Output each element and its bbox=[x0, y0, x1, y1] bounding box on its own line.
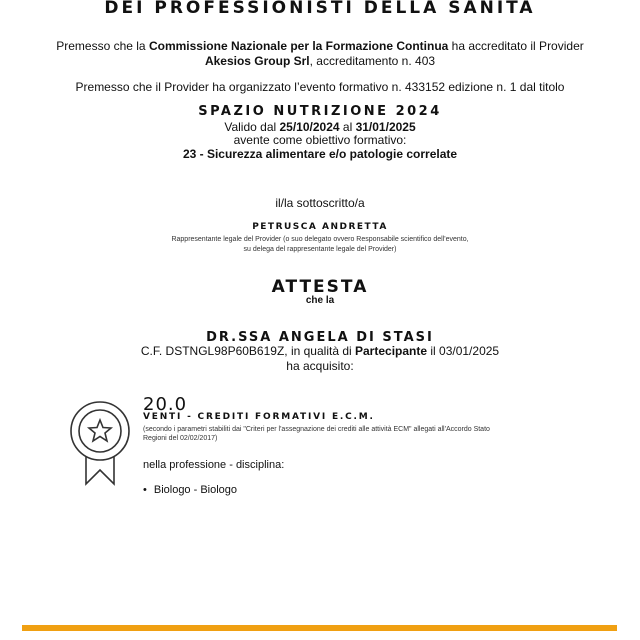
premise-event: Premesso che il Provider ha organizzato l’evento formativo n. 433152 edizione n. 1 dal titolo bbox=[75, 80, 565, 94]
che-la: che la bbox=[305, 295, 335, 306]
provider-name: Akesios Group Srl bbox=[204, 54, 310, 68]
profession-label: nella professione - disciplina: bbox=[143, 459, 285, 471]
recipient-name: DR.SSA ANGELA DI STASI bbox=[206, 330, 434, 345]
fiscal-code: C.F. DSTNGL98P60B619Z, in qualità di bbox=[140, 344, 355, 358]
acquired-label: ha acquisito: bbox=[286, 359, 354, 373]
signer-intro: il/la sottoscritto/a bbox=[275, 196, 365, 210]
commission-name: Commissione Nazionale per la Formazione Continua bbox=[148, 39, 449, 53]
credits-note-1: (secondo i parametri stabiliti dai "Criteri per l'assegnazione dei crediti alle attività ECM" allegati all'Accordo Stato bbox=[143, 426, 490, 433]
date: il 03/01/2025 bbox=[427, 344, 500, 358]
event-title: SPAZIO NUTRIZIONE 2024 bbox=[198, 104, 442, 119]
signer-role-1: Rappresentante legale del Provider (o suo delegato ovvero Responsabile scientifico dell'evento, bbox=[171, 236, 469, 243]
credits-value: 20.0 bbox=[143, 394, 188, 415]
accreditation: , accreditamento n. 403 bbox=[309, 54, 436, 68]
award-ribbon-icon bbox=[66, 400, 134, 488]
footer-accent-bar bbox=[22, 625, 617, 631]
provider-line bbox=[0, 54, 640, 68]
premise-provider bbox=[0, 39, 640, 53]
discipline: Biologo - Biologo bbox=[153, 484, 238, 496]
text: ha accreditato il Provider bbox=[448, 39, 584, 53]
date-to: 31/01/2025 bbox=[355, 120, 416, 134]
objective-label: avente come obiettivo formativo: bbox=[233, 133, 407, 147]
objective: 23 - Sicurezza alimentare e/o patologie correlate bbox=[182, 147, 458, 161]
recipient-details bbox=[0, 344, 640, 358]
credits-words: VENTI - CREDITI FORMATIVI E.C.M. bbox=[143, 412, 375, 422]
text: Premesso che la bbox=[56, 39, 149, 53]
certificate-title: DEI PROFESSIONISTI DELLA SANITA bbox=[104, 0, 536, 18]
signer-name: PETRUSCA ANDRETTA bbox=[252, 222, 388, 232]
attesta-heading: ATTESTA bbox=[271, 277, 369, 297]
credits-note-2: Regioni del 02/02/2017) bbox=[143, 435, 218, 442]
event-validity bbox=[0, 120, 640, 134]
profession-item bbox=[143, 484, 237, 496]
date-from: 25/10/2024 bbox=[279, 120, 340, 134]
recipient-role: Partecipante bbox=[355, 344, 428, 358]
text: al bbox=[339, 120, 356, 134]
bullet-icon: • bbox=[143, 484, 147, 496]
signer-role-2: su delega del rappresentante legale del Provider) bbox=[243, 246, 397, 253]
text: Valido dal bbox=[224, 120, 280, 134]
